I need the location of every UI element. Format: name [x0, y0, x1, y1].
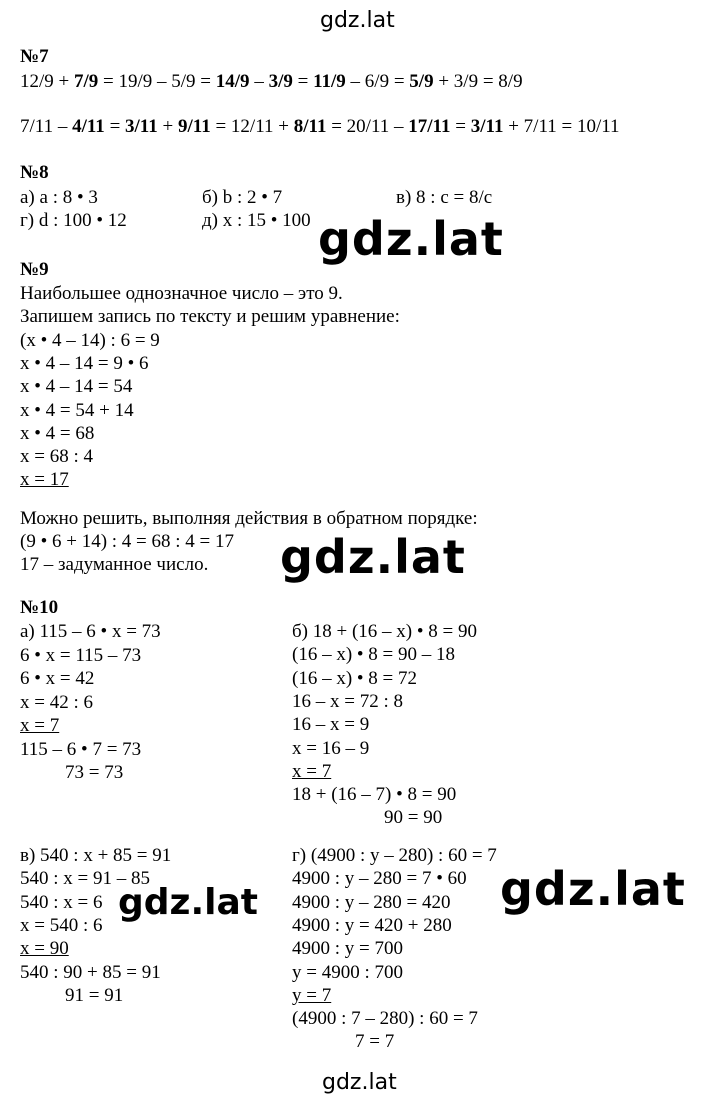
equation-segment: 14/9: [215, 71, 250, 92]
equation-line: x = 7: [292, 760, 332, 782]
equation-line: (x • 4 – 14) : 6 = 9: [20, 329, 160, 351]
equation-segment: 17/11: [408, 116, 451, 137]
equation-line: 7 = 7: [355, 1031, 395, 1053]
equation-line: в) 540 : x + 85 = 91: [20, 845, 172, 866]
equation-line: 4900 : y – 280 = 7 • 60: [292, 868, 467, 890]
watermark-text: gdz.lat: [318, 212, 504, 266]
equation-line: 73 = 73: [65, 762, 124, 783]
equation-line: 4900 : y = 420 + 280: [292, 914, 452, 936]
equation-line: б) 18 + (16 – x) • 8 = 90: [292, 621, 477, 642]
equation-line: x • 4 – 14 = 9 • 6: [20, 352, 149, 374]
equation-line: 4900 : y = 700: [292, 938, 403, 960]
equation-line: 4900 : y – 280 = 420: [292, 891, 451, 913]
equation-line: (16 – x) • 8 = 72: [292, 667, 418, 689]
equation-line: 91 = 91: [65, 984, 124, 1006]
problem-7-line-2: [20, 116, 620, 138]
problem-8-title: №8: [20, 162, 49, 183]
equation-segment: + 7/11 = 10/11: [503, 116, 620, 137]
watermark-text: gdz.lat: [500, 862, 686, 916]
equation-line: Можно решить, выполняя действия в обратном порядке:: [20, 508, 478, 529]
equation-line: Запишем запись по тексту и решим уравнение:: [20, 306, 400, 328]
problem-9-title: №9: [20, 259, 49, 280]
equation-segment: 3/11: [470, 116, 504, 137]
equation-line: 540 : x = 6: [20, 891, 103, 913]
equation-line: y = 4900 : 700: [292, 961, 403, 983]
equation-segment: 5/9: [409, 71, 434, 92]
watermark-text: gdz.lat: [280, 530, 466, 584]
equation-line: x • 4 = 68: [20, 422, 95, 444]
equation-segment: 7/11 –: [20, 116, 73, 137]
equation-segment: =: [104, 116, 126, 137]
equation-segment: –: [249, 71, 269, 92]
equation-segment: =: [292, 71, 314, 92]
equation-line: (4900 : 7 – 280) : 60 = 7: [292, 1008, 478, 1030]
problem-10-title: №10: [20, 597, 59, 618]
equation-segment: 9/11: [177, 116, 211, 137]
equation-line: x = 90: [20, 938, 69, 960]
watermark-text: gdz.lat: [320, 8, 395, 33]
equation-line: (16 – x) • 8 = 90 – 18: [292, 644, 456, 666]
equation-line: 6 • x = 42: [20, 668, 95, 689]
equation-segment: +: [157, 116, 178, 137]
equation-line: 540 : x = 91 – 85: [20, 868, 150, 890]
equation-line: 90 = 90: [384, 807, 443, 829]
equation-segment: 8/11: [293, 116, 327, 137]
problem-8-b: б) b : 2 • 7: [202, 187, 283, 208]
equation-line: x • 4 = 54 + 14: [20, 399, 134, 421]
equation-line: x = 42 : 6: [20, 691, 93, 713]
equation-line: x = 540 : 6: [20, 914, 103, 936]
problem-8-a: а) a : 8 • 3: [20, 187, 98, 208]
equation-segment: 4/11: [72, 116, 105, 137]
equation-line: 540 : 90 + 85 = 91: [20, 961, 161, 983]
equation-line: г) (4900 : y – 280) : 60 = 7: [292, 845, 497, 866]
equation-line: x = 16 – 9: [292, 737, 370, 759]
problem-7-title: №7: [20, 46, 49, 67]
equation-segment: – 6/9 =: [345, 71, 410, 92]
equation-line: x = 7: [20, 715, 60, 736]
equation-line: 16 – x = 9: [292, 714, 370, 736]
equation-line: y = 7: [292, 984, 332, 1006]
equation-segment: + 3/9 = 8/9: [433, 71, 523, 92]
equation-line: x = 68 : 4: [20, 446, 93, 468]
problem-8-c: в) 8 : c = 8/c: [396, 187, 493, 208]
watermark-text: gdz.lat: [322, 1070, 397, 1095]
equation-line: Наибольшее однозначное число – это 9.: [20, 283, 343, 304]
equation-line: 16 – x = 72 : 8: [292, 690, 403, 712]
equation-line: а) 115 – 6 • x = 73: [20, 621, 161, 642]
equation-segment: = 12/11 +: [210, 116, 294, 137]
equation-segment: = 20/11 –: [326, 116, 409, 137]
problem-8-e: д) x : 15 • 100: [202, 210, 311, 231]
equation-segment: 3/9: [268, 71, 293, 92]
equation-line: x • 4 – 14 = 54: [20, 376, 133, 398]
equation-segment: 12/9 +: [20, 71, 74, 92]
equation-segment: 3/11: [125, 116, 158, 137]
equation-segment: = 19/9 – 5/9 =: [98, 71, 216, 92]
equation-segment: 7/9: [74, 71, 99, 92]
problem-8-d: г) d : 100 • 12: [20, 210, 127, 231]
equation-line: 115 – 6 • 7 = 73: [20, 738, 142, 760]
equation-line: 17 – задуманное число.: [20, 554, 209, 575]
watermark-text: gdz.lat: [118, 882, 259, 923]
problem-7-line-1: [20, 71, 523, 93]
equation-line: 6 • x = 115 – 73: [20, 644, 142, 666]
equation-line: (9 • 6 + 14) : 4 = 68 : 4 = 17: [20, 531, 235, 552]
equation-segment: =: [450, 116, 471, 137]
equation-segment: 11/9: [313, 71, 346, 92]
equation-line: x = 17: [20, 469, 69, 491]
equation-line: 18 + (16 – 7) • 8 = 90: [292, 784, 457, 806]
